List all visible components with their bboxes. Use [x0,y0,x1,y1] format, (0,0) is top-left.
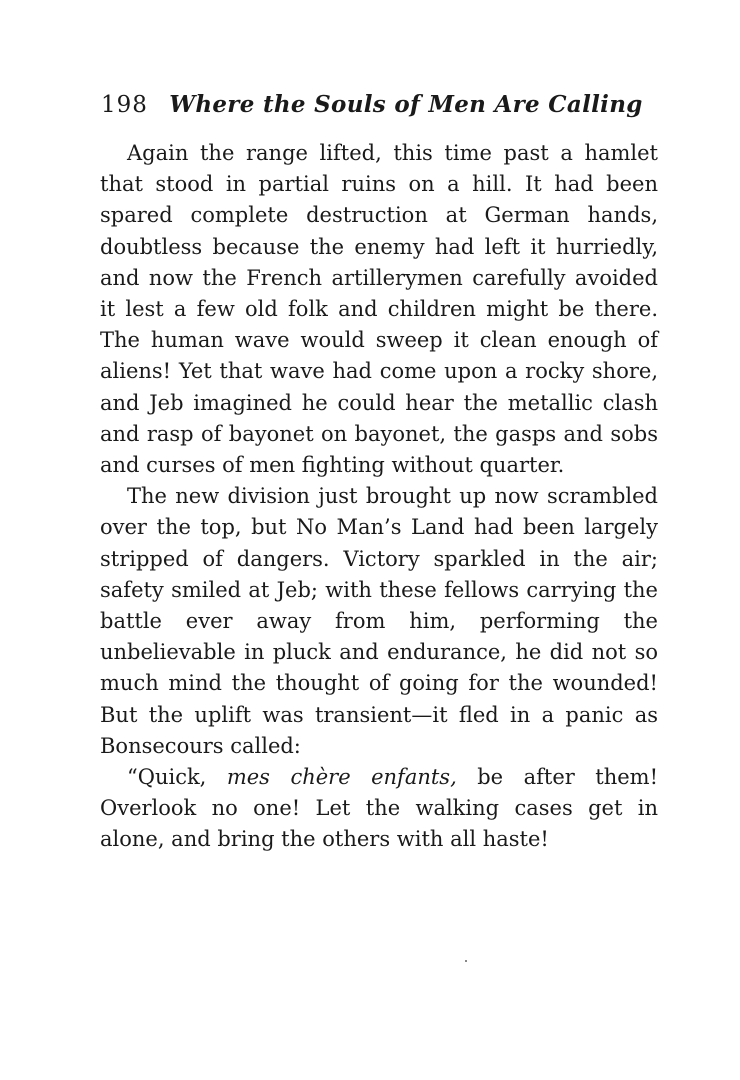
scan-speck [465,960,467,962]
book-title: Where the Souls of Men Are Calling [169,91,643,118]
paragraph-2: The new division just brought up now scrambled over the top, but No Man’s Land had been largely stripped of dangers. Victory sparkled in the air; safety smiled at Jeb; with these fellows carrying the battle ever away from him, performing the unbelievable in pluck and endurance, he did not so much mind the thought of going for the wounded! But the uplift was transient—it fled in a panic as Bonsecours called: [100,484,658,758]
paragraph-3-lead: “Quick, [127,765,227,790]
body-text [100,138,658,856]
running-head [101,88,646,122]
paragraph-3 [100,762,658,856]
paragraph-3-tail: be after them! Overlook no one! Let the walking cases get in alone, and bring the others with all haste! [100,765,659,852]
page-number: 198 [101,92,148,118]
paragraph-1: Again the range lifted, this time past a hamlet that stood in partial ruins on a hill. It had been spared complete destruction at German hands, doubtless because the enemy had left it hurriedly, and now the French artillerymen carefully avoided it lest a few old folk and children might be there. The human wave would sweep it clean enough of aliens! Yet that wave had come upon a rocky shore, and Jeb imagined he could hear the metallic clash and rasp of bayonet on bayonet, the gasps and sobs and curses of men fighting without quarter. [100,141,658,478]
paragraph-3-emphasis: mes chère enfants, [226,765,457,790]
